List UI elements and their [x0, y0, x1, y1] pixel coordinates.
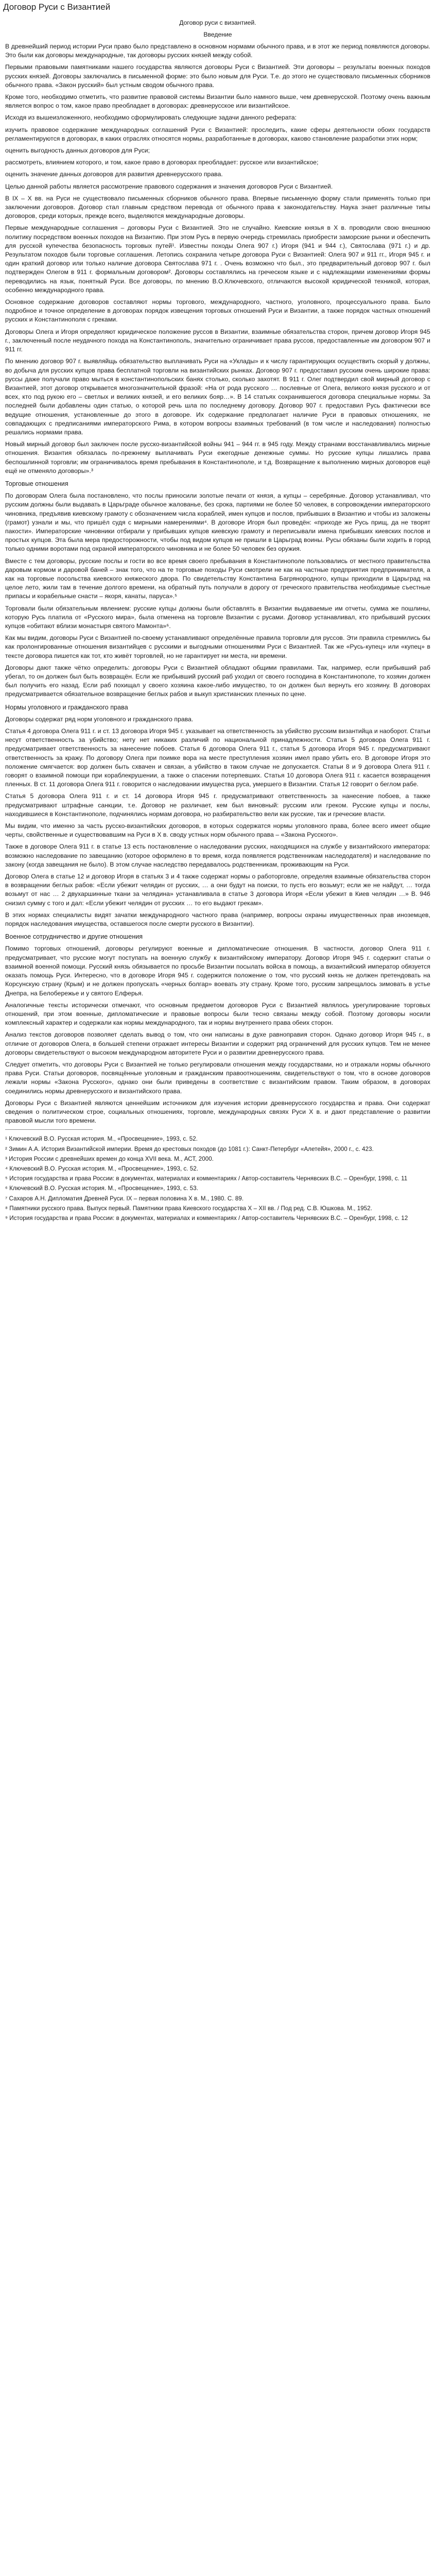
- footnote: ⁷ Сахаров А.Н. Дипломатия Древней Руси. IX – первая половина X в. М., 1980. С. 89.: [5, 1195, 244, 1202]
- paragraph: Военное сотрудничество и другие отношения: [5, 933, 143, 941]
- footnote: ⁵ История государства и права России: в документах, материалах и комментариях / Автор-составитель Чернявских В.С. – Оренбург, 1998, с. 11: [5, 1175, 408, 1182]
- paragraph: Торговали были обязательным явлением: русские купцы должны были обставлять в Византии выдаваемые им отчеты, сумма же пошлины, которую Русь платила от «Русского мира», была отменена на торговле Византии с русами. Договор устанавливал, кто прибывший русских купцов «обитают вблизи монастыря святого Мамонта»⁶.: [5, 604, 430, 630]
- paragraph: Договоры дают также чётко определить: договоры Руси с Византией обладают общими правилами. Так, например, если прибывший раб убегал, то он должен был быть возвращён. Если же прибывший русский раб уходил от своего господина в Константинополе, то хозяин должен был получить его назад. Если раб похищал у своего хозяина какое-либо имущество, то он должен был вернуть его хозяину. В договорах предусматривается обязательное возвращение беглых рабов и выкуп христианских пленных по цене.: [5, 664, 430, 698]
- footnote: ³ История России с древнейших времен до конца XVII века. М., АСТ, 2000.: [5, 1155, 214, 1162]
- paragraphs: [5, 42, 430, 1125]
- paragraph: Помимо торговых отношений, договоры регулируют военные и дипломатические отношения. В частности, договор Олега 911 г. предусматривает, что русские могут поступать на военную службу к византийскому императору. Договор Игоря 945 г. содержит статьи о взаимной военной помощи. Русский князь обязывается по просьбе Византии посылать войска в помощь, а византийский император обязуется оказать помощь Руси. Интересно, что в договоре Игоря 945 г. содержится положение о том, что русский князь не должен претендовать на Корсунскую страну (Крым) и не должен пропускать «черных болгар» воевать эту страну. Кроме того, русским запрещалось зимовать в устье Днепра, на Белобережье и у святого Елферья.: [5, 945, 430, 997]
- document-heading: Договор руси с византией.: [179, 19, 256, 26]
- footnote: ⁴ Ключевский В.О. Русская история. М., «Просвещение», 1993, с. 52.: [5, 1165, 199, 1172]
- paragraph: Следует отметить, что договоры Руси с Византией не только регулировали отношения между государствами, но и отражали нормы обычного права Руси. Статьи договоров, посвящённые уголовным и гражданским правоотношениям, свидетельствуют о том, что в основе договоров лежали нормы «Закона Русского», однако они были приведены в соответствие с византийским правом. Таким образом, в договорах соединились нормы древнерусского и византийского права.: [5, 1060, 430, 1095]
- footnote: ⁸ Памятники русского права. Выпуск первый. Памятники права Киевского государства X – XII вв. / Под ред. С.В. Юшкова. М., 1952.: [5, 1205, 373, 1212]
- paragraph: В этих нормах специалисты видят зачатки международного частного права (например, вопросы охраны имущественных прав иноземцев, порядок наследования имущества, оставшегося после смерти русского в Византии).: [5, 911, 430, 928]
- footnotes: [5, 1135, 430, 1223]
- paragraph: Договоры содержат ряд норм уголовного и гражданского права.: [5, 715, 194, 723]
- paragraph: Новый мирный договор был заключен после русско-византийской войны 941 – 944 гг. в 945 году. Между странами восстанавливались мирные отношения. Византия обязалась по-прежнему выплачивать Руси ежегодные денежные суммы. Но русские купцы лишались права беспошлинной торговли; им ограничивалось время пребывания в Константинополе, и т.д. Возвращение к выполнению мирных договоров ещё ещё не отменяло договоры».³: [5, 440, 430, 474]
- paragraph: Как мы видим, договоры Руси с Византией по-своему устанавливают определённые правила торговли для руссов. Эти правила стремились бы как пролонгированные отношения византийцев с русскими и выгодными отношениями Руси с Византией. Так же «Русь-купец» или «купец» в тексте договора пишется как тот, кто живёт торговлей, но не гарантирует ни места, ни времени.: [5, 634, 430, 659]
- paragraph: Первые международные соглашения – договоры Руси с Византией. Это не случайно. Киевские князья в X в. проводили свою внешнюю политику посредством военных походов на Византию. При этом Русь в первую очередь стремилась приобрести заморские рынки и обеспечить для русской купечества безопасность торговых путей¹. Известны походы Олега 907 г.) Игоря (941 и 944 г.), Святослава (971 г.) и др. Результатом походов были торговые соглашения. Летопись сохранила четыре договора Руси с Византией: Олега 907 и 911 гг., Игоря 945 г. и один краткий договор или только наличие договора Святослава 971 г. . Очень возможно что был., это предварительный договор 907 г. был подтвержден Олегом в 911 г. формальным договором². Договоры составлялись на греческом языке и с надлежащими изменениями формы переводились на язык, понятный Руси. Все договоры, по мнению В.О.Ключевского, отличаются высокой юридической техникой, которая, особенно международного права.: [5, 224, 430, 294]
- footnote: ¹ Ключевский В.О. Русская история. М., «Просвещение», 1993, с. 52.: [5, 1136, 198, 1143]
- paragraph: изучить правовое содержание международных соглашений Руси с Византией: проследить, какие сферы деятельности обоих государств регламентируются в договорах, в каких отраслях относятся нормы, разработанные в договорах, каково становление разработки этих норм;: [5, 126, 430, 142]
- paragraph: В древнейший период истории Руси право было представлено в основном нормами обычного права, и в этот же период появляются договоры. Это были как договоры международные, так договоры русских князей между собой.: [5, 43, 430, 59]
- document-body: [5, 19, 430, 1224]
- paragraph: Основное содержание договоров составляют нормы торгового, международного, частного, уголовного, процессуального права. Было подробное и точное определение в договорах порядок извещения торговых отношений Руси и Византии, а также порядок частных отношений русских и Константинополя с греками.: [5, 298, 430, 324]
- paragraph: Договор Олега в статье 12 и договор Игоря в статьях 3 и 4 также содержат нормы о работорговле, определяя взаимные обязательства сторон в возвращении беглых рабов: «Если убежит челядин от русских, … а они будут на поиски, то пусть его возьмут; если же не найдут, … тогда возьмут от нас … 2 двухаршинные ткани за челядина» устанавливала в статье 3 договора Игоря «Если убежит в Киев челядин …» В. 946 снизил сумму с того и дал: «Если убежит челядин от русских … то его выдают грекам».: [5, 873, 430, 907]
- paragraph: Торговые отношения: [5, 480, 68, 487]
- paragraph: Анализ текстов договоров позволяет сделать вывод о том, что они написаны в духе равноправия сторон. Однако договор Игоря 945 г., в отличие от договоров Олега, в большей степени отражает интересы Византии и содержит ряд ограничений для русских купцов. Тем не менее договоры свидетельствуют о высоком международном авторитете Руси и о развитии древнерусского права.: [5, 1031, 430, 1056]
- section-heading: Введение: [203, 31, 232, 38]
- paragraph: Исходя из вышеизложенного, необходимо сформулировать следующие задачи данного реферата:: [5, 114, 297, 122]
- paragraph: рассмотреть, влиянием которого, и том, какое право в договорах преобладает: русское или византийское;: [5, 159, 319, 166]
- paragraph: Также в договоре Олега 911 г. в статье 13 есть постановление о наследовании русских, находящихся на службе у византийского императора: возможно наследование по завещанию (которое оформлено в то время, когда появляется родственникам наследодателя) и наследование по закону (когда завещания не было). В этом случае наследство передавалось родственникам, проживающим на Руси.: [5, 843, 430, 868]
- paragraph: По мнению договор 907 г. выявляйщь обязательство выплачивать Руси на «Уклады» и к числу гарантирующих осуществить скорый у должны, во добыча для русских купцов права бесплатной торговли на византийских рынках. Договор 907 г. предоставил русским очень широкие права: руссы даже получали право мыться в константинопольских банях столько, сколько захотят. В 911 г. Олег подтвердил свой мирный договор с Византией, этот договор открывается многозначительной фразой: «На от рода русского … послевные от Олега, великого князя русского и от всех, кто под рукою его – светлых и великих князей, и его великих бояр…». В 14 статьях сохранившегося договора специальные нормы. За последней были добавлены один статью, о которой речь шла по последнему договору. Договор 907 г. предоставил Русь фактически все ведущие отношения, установленные до этого в договоре. Их содержание предполагает наличие Руси в правовых отношениях, не совпадающих с предписаниями императорского Рима, в котором вопросы взаимных требований (в том числе и наследования) полностью решались нормами права.: [5, 358, 430, 436]
- page-title: Договор Руси с Византией: [3, 2, 111, 12]
- paragraph: Вместе с тем договоры, русские послы и гости во все время своего пребывания в Константинополе пользовались от местного правительства даровым кормом и даровой баней – знак того, что на те торговые походы Руси смотрели не как на частные предприятия предпринимателя, а как на торговые посольства киевского княжеского двора. По свидетельству Константина Багрянородного, купцы приходили в Царьград на целое лето, жили там в течение долгого времени, на обратный путь получали в дорогу от греческого правительства необходимые съестные припасы и корабельные снасти – якоря, канаты, паруса».⁵: [5, 557, 430, 600]
- footnote: ² Зимин А.А. История Византийской империи. Время до крестовых походов (до 1081 г.): Санкт-Петербург «Алетейя», 2000 г., с. 423.: [5, 1145, 374, 1153]
- footnote: ⁶ Ключевский В.О. Русская история. М., «Просвещение», 1993, с. 53.: [5, 1185, 198, 1192]
- paragraph: По договорам Олега была постановлено, что послы приносили золотые печати от князя, а купцы – серебряные. Договор устанавливал, что русским должны были выдавать в Царьграде обычное жалованье, без срока, партиями не более 50 человек, в сопровождении императорского чиновника, предъявив киевскому грамоту с обозначением числа кораблей, имен купцов и послов, прибывших в Византию и чтобы из заложены (грамот) узнали и мы, что пришёл судя с мирными намерениями⁴. В договоре Игоря был проведён: «приходе же Русь прищ, да не творят пакости». Императорские чиновники отбирали у прибывших купцов киевскую грамоту и переписывали имена прибывших киевских послов и простых купцов. Эта была мера предосторожности, чтобы под видом купцов не пришли в Царьград воины. Русы обязаны были ходить в город только одними воротами под охраной императорского чиновника и не более 50 человек без оружия.: [5, 492, 430, 553]
- paragraph: Целью данной работы является рассмотрение правового содержания и значения договоров Руси с Византией.: [5, 182, 333, 190]
- paragraph: Кроме того, необходимо отметить, что развитие правовой системы Византии было намного выше, чем древнерусской. Поэтому очень важным является вопрос о том, какое право преобладает в договорах: древнерусское или византийское.: [5, 93, 430, 110]
- paragraph: Договоры Руси с Византией являются ценнейшим источником для изучения истории древнерусского государства и права. Они содержат сведения о политическом строе, социальных отношениях, торговле, международных связях Руси X в. и дают представление о развитии правовой мысли того времени.: [5, 1099, 430, 1125]
- paragraph: В IX – X вв. на Руси не существовало письменных сборников обычного права. Впервые письменную форму стали применять только при заключении договоров. Договор стал главным средством перевода от обычного права к законодательству. Наука знает различные типы договоров, среди которых, прежде всего, выделяются международные договоры.: [5, 194, 430, 220]
- paragraph: Договоры Олега и Игоря определяют юридическое положение руссов в Византии, взаимные обязательства сторон, причем договор Игоря 945 г., заключенный после неудачного похода на Константинополь, значительно ограничивает права руссов, предоставленные им договором 907 и 911 гг.: [5, 328, 430, 353]
- paragraph: Аналогичные тексты исторически отмечают, что основным предметом договоров Руси с Византией являлось урегулирование торговых отношений, при этом военные, дипломатические и правовые вопросы были тесно связаны между собой. Поэтому договоры носили комплексный характер и содержали как нормы международного, так и нормы внутреннего права обеих сторон.: [5, 1001, 430, 1027]
- paragraph: оценить значение данных договоров для развития древнерусского права.: [5, 171, 223, 178]
- paragraph: Статья 4 договора Олега 911 г. и ст. 13 договора Игоря 945 г. указывает на ответственность за убийство русским византийца и наоборот. Статьи несут ответственность за убийство; нету нет никаких различий по национальной принадлежности. Статья 5 договора Олега 911 г. предусматривает ответственность за нанесение побоев. Статья 6 договора Олега 911 г., статья 5 договора Игоря 945 г. предусматривают ответственность за кражу. По договору Олега при поимке вора на месте преступления хозяин имел право убить его. В договоре Игоря это положение смягчается: вор должен быть схвачен и связан, а убийство в таком случае не допускается. Статьи 8 и 9 договора Олега 911 г. говорят о взаимной помощи при кораблекрушении, а также о спасении потерпевших. Статья 10 договора Олега 911 г. касается возвращения пленных. В ст. 11 договора Олега 911 г. говорится о наследовании имущества руса, умершего в Византии. Статья 12 говорит о беглом рабе.: [5, 727, 430, 788]
- paragraph: Первыми правовыми памятниками нашего государства являются договоры Руси с Византией. Эти договоры – результаты военных походов русских князей. Договоры заключались в письменной форме: это было новым для Руси. Т.е. до этого не существовало письменных сборников обычного права. «Закон русский» был устным сводом обычного права.: [5, 63, 430, 89]
- paragraph: Нормы уголовного и гражданского права: [5, 703, 128, 711]
- footnote-divider: [5, 1129, 93, 1130]
- paragraph: Статья 5 договора Олега 911 г. и ст. 14 договора Игоря 945 г. предусматривают ответственность за нанесение побоев, а также предусматривают штрафные санкции, т.е. Договор не различает, кем был виновный: русским или греком. Русские купцы и послы, находившиеся в Константинополе, подчинялись нормам договора, но разбирательство вели как русские, так и греческие власти.: [5, 792, 430, 818]
- paragraph: оценить выгодность данных договоров для Руси;: [5, 147, 150, 155]
- footnote: ⁹ История государства и права России: в документах, материалах и комментариях / Автор-составитель Чернявских В.С. – Оренбург, 1998, с. 12: [5, 1214, 408, 1222]
- paragraph: Мы видим, что именно за часть русско-византийских договоров, в которых содержатся нормы уголовного права, более всего имеет общие черты, свойственные и существовавшим на Руси в X в. своду устных норм обычного права – «Закона Русского».: [5, 822, 430, 839]
